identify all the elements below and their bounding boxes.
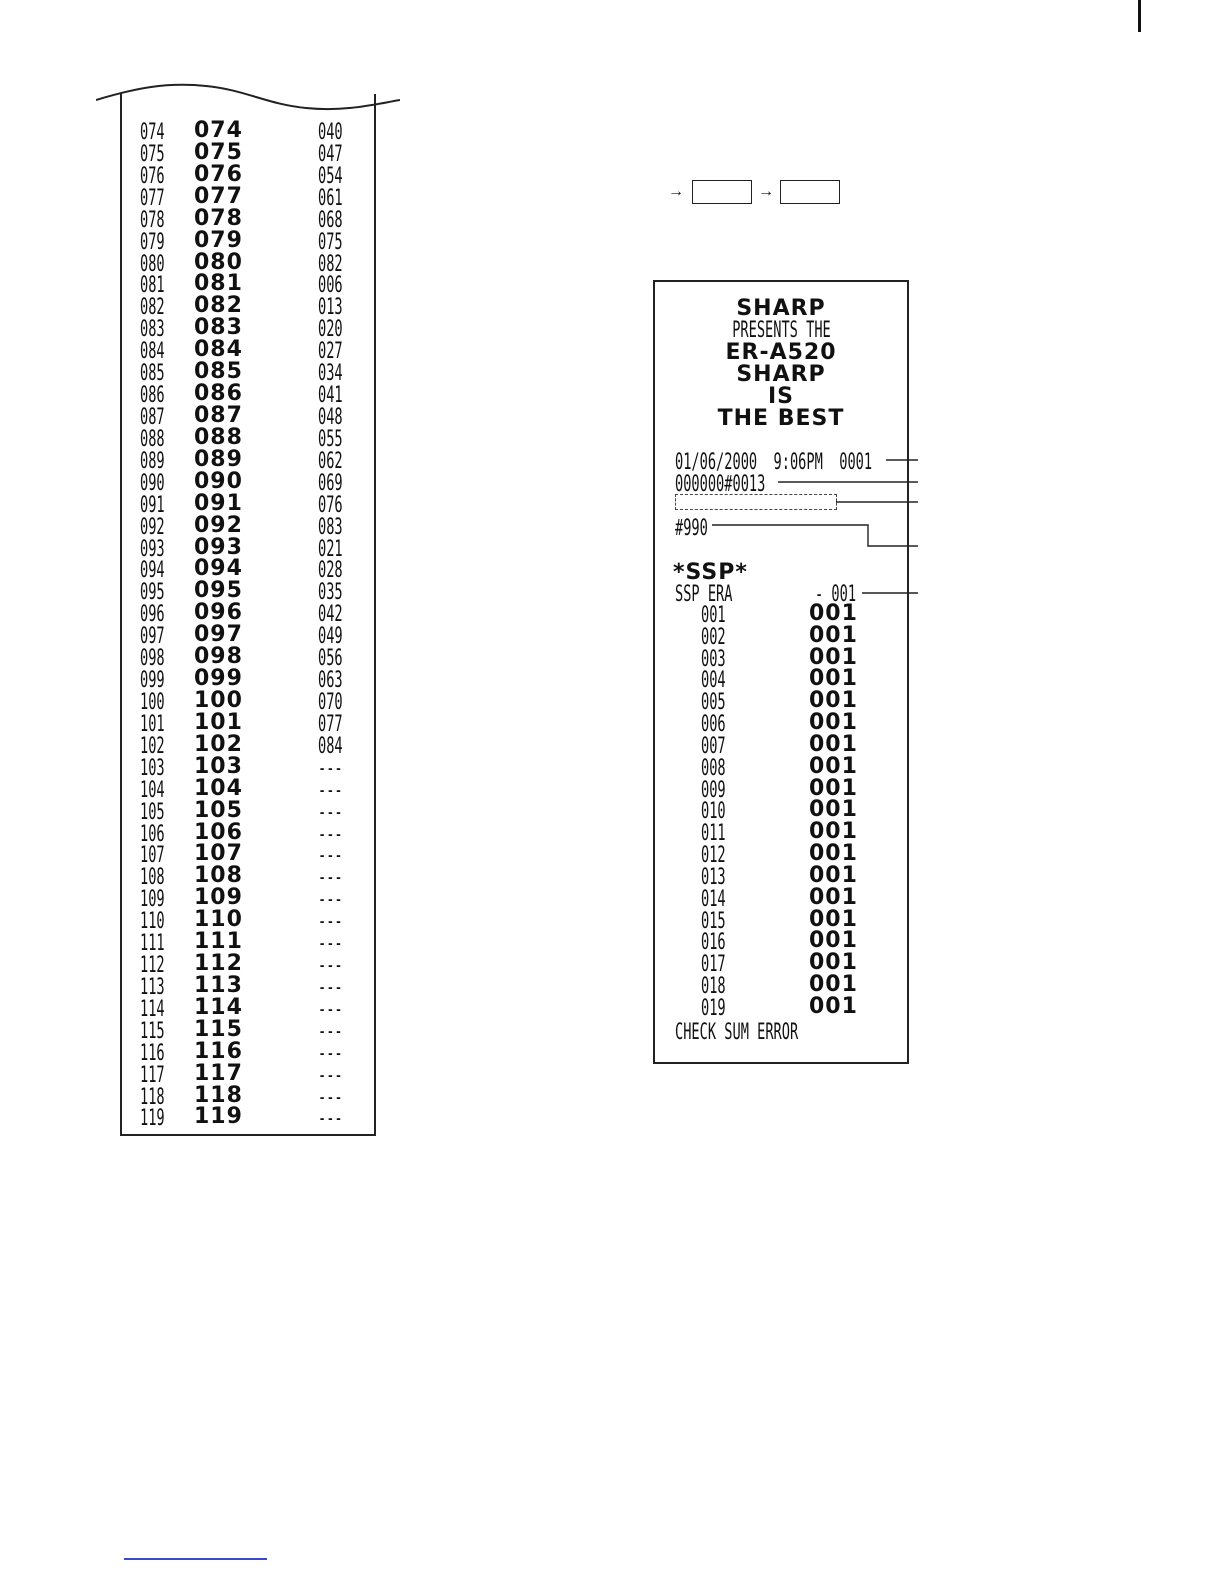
row-code: 083 — [140, 317, 165, 343]
row-code-large: 085 — [194, 359, 243, 385]
row-value: 027 — [318, 339, 343, 365]
row-code: 085 — [140, 361, 165, 387]
row-code: 088 — [140, 426, 165, 452]
row-value: --- — [318, 1040, 343, 1066]
row-code: 108 — [140, 865, 165, 891]
ssp-row-number: 004 — [701, 668, 726, 694]
row-value: --- — [318, 996, 343, 1022]
row-code: 096 — [140, 602, 165, 628]
row-code: 097 — [140, 624, 165, 650]
ssp-era-label: SSP ERA — [675, 582, 733, 607]
row-value: --- — [318, 799, 343, 825]
ssp-row-value: 001 — [809, 622, 858, 648]
row-code: 087 — [140, 404, 165, 430]
row-code: 115 — [140, 1018, 165, 1044]
ssp-era-value: - 001 — [815, 582, 857, 607]
ssp-row-value: 001 — [809, 644, 858, 670]
row-value: 075 — [318, 229, 343, 255]
row-code-large: 094 — [194, 556, 243, 582]
receipt-row — [140, 205, 370, 233]
arrow-icon: → — [668, 183, 684, 200]
row-value: --- — [318, 1106, 343, 1132]
ssp-row-value: 001 — [809, 972, 858, 998]
ssp-row-value: 001 — [809, 841, 858, 867]
row-code: 119 — [140, 1106, 165, 1132]
row-code: 081 — [140, 273, 165, 299]
ssp-row-number: 018 — [701, 974, 726, 1000]
row-code-large: 078 — [194, 205, 243, 231]
row-code: 079 — [140, 229, 165, 255]
row-value: --- — [318, 865, 343, 891]
row-code-large: 088 — [194, 424, 243, 450]
row-code: 094 — [140, 558, 165, 584]
row-code-large: 075 — [194, 139, 243, 165]
row-code-large: 079 — [194, 227, 243, 253]
row-code-large: 102 — [194, 731, 243, 757]
row-value: 047 — [318, 141, 343, 167]
ssp-row-value: 001 — [809, 731, 858, 757]
row-code-large: 093 — [194, 534, 243, 560]
ssp-row-value: 001 — [809, 950, 858, 976]
row-value: 068 — [318, 207, 343, 233]
row-value: 049 — [318, 624, 343, 650]
ssp-row-number: 005 — [701, 690, 726, 716]
datetime-line: 01/06/2000 9:06PM 0001 — [675, 450, 873, 475]
row-code: 082 — [140, 295, 165, 321]
ssp-row-number: 010 — [701, 799, 726, 825]
receipt-row — [140, 183, 370, 211]
row-code-large: 089 — [194, 446, 243, 472]
row-code-large: 074 — [194, 118, 243, 143]
receipt-row — [140, 534, 370, 562]
ssp-row-value: 001 — [809, 884, 858, 910]
ssp-rows — [701, 601, 871, 1021]
ssp-row-number: 006 — [701, 712, 726, 738]
row-code-large: 108 — [194, 863, 243, 889]
receipt-row — [140, 819, 370, 847]
row-code-large: 084 — [194, 337, 243, 363]
receipt-row — [140, 600, 370, 628]
row-value: 083 — [318, 514, 343, 540]
row-value: --- — [318, 777, 343, 803]
row-code: 077 — [140, 185, 165, 211]
row-code-large: 081 — [194, 271, 243, 297]
receipt-row — [140, 753, 370, 781]
row-code: 116 — [140, 1040, 165, 1066]
row-code: 100 — [140, 689, 165, 715]
row-code-large: 087 — [194, 402, 243, 428]
receipt-row — [140, 402, 370, 430]
row-code-large: 114 — [194, 994, 243, 1020]
row-value: 006 — [318, 273, 343, 299]
row-value: 040 — [318, 120, 343, 145]
row-code-large: 106 — [194, 819, 243, 845]
row-value: 041 — [318, 383, 343, 409]
row-value: 042 — [318, 602, 343, 628]
receipt-row — [140, 359, 370, 387]
row-value: 070 — [318, 689, 343, 715]
receipt-row — [140, 841, 370, 869]
receipt-header-line: ER-A520 — [725, 340, 837, 365]
row-code-large: 110 — [194, 907, 243, 933]
receipt-row — [140, 687, 370, 715]
receipt-row — [140, 731, 370, 759]
row-value: 084 — [318, 733, 343, 759]
receipt-row — [140, 490, 370, 518]
ssp-row-value: 001 — [809, 797, 858, 823]
row-value: --- — [318, 1062, 343, 1088]
row-value: --- — [318, 1018, 343, 1044]
row-code-large: 101 — [194, 709, 243, 735]
row-code-large: 082 — [194, 293, 243, 319]
receipt-row — [140, 468, 370, 496]
row-code-large: 099 — [194, 666, 243, 692]
ssp-row-number: 011 — [701, 821, 726, 847]
row-code: 089 — [140, 448, 165, 474]
ssp-row-number: 003 — [701, 646, 726, 672]
ssp-row-value: 001 — [809, 666, 858, 692]
receipt-row — [140, 512, 370, 540]
row-code: 107 — [140, 843, 165, 869]
row-value: --- — [318, 755, 343, 781]
row-code-large: 080 — [194, 249, 243, 275]
receipt-row — [140, 161, 370, 189]
row-value: --- — [318, 821, 343, 847]
ssp-row-number: 019 — [701, 995, 726, 1021]
row-value: --- — [318, 974, 343, 1000]
row-code: 118 — [140, 1084, 165, 1110]
section-title: *SSP* — [673, 560, 748, 585]
row-value: 028 — [318, 558, 343, 584]
receipt-header-line: PRESENTS THE — [731, 318, 831, 343]
ssp-row-value: 001 — [809, 993, 858, 1019]
ssp-row-value: 001 — [809, 819, 858, 845]
row-code: 084 — [140, 339, 165, 365]
receipt-header-line: THE BEST — [717, 406, 845, 431]
row-code: 095 — [140, 580, 165, 606]
row-value: --- — [318, 843, 343, 869]
row-code-large: 090 — [194, 468, 243, 494]
row-code-large: 113 — [194, 972, 243, 998]
row-code-large: 112 — [194, 951, 243, 977]
ssp-row-value: 001 — [809, 710, 858, 736]
row-value: 063 — [318, 668, 343, 694]
receipt-row — [140, 424, 370, 452]
row-code-large: 103 — [194, 753, 243, 779]
receipt-row — [140, 293, 370, 321]
row-code-large: 098 — [194, 644, 243, 670]
receipt-row — [140, 1038, 370, 1066]
row-code: 090 — [140, 470, 165, 496]
ssp-row-number: 016 — [701, 930, 726, 956]
receipt-row — [140, 271, 370, 299]
ssp-row-number: 017 — [701, 952, 726, 978]
row-code-large: 076 — [194, 161, 243, 187]
row-code-large: 077 — [194, 183, 243, 209]
row-code: 105 — [140, 799, 165, 825]
ssp-row-number: 013 — [701, 864, 726, 890]
row-value: --- — [318, 953, 343, 979]
machine-number-line: #990 — [675, 516, 708, 541]
row-code: 101 — [140, 711, 165, 737]
receipt-row — [140, 907, 370, 935]
receipt-row — [140, 644, 370, 672]
row-code: 092 — [140, 514, 165, 540]
row-code-large: 109 — [194, 885, 243, 911]
row-value: 082 — [318, 251, 343, 277]
receipt-row — [140, 951, 370, 979]
row-value: 055 — [318, 426, 343, 452]
receipt-row — [140, 972, 370, 1000]
receipt-row — [140, 337, 370, 365]
row-code: 102 — [140, 733, 165, 759]
receipt-row — [140, 556, 370, 584]
row-code-large: 091 — [194, 490, 243, 516]
row-code-large: 118 — [194, 1082, 243, 1108]
ssp-row-number: 007 — [701, 733, 726, 759]
receipt-row — [140, 622, 370, 650]
receipt-row — [140, 709, 370, 737]
row-code-large: 117 — [194, 1060, 243, 1086]
row-code: 091 — [140, 492, 165, 518]
row-code: 117 — [140, 1062, 165, 1088]
ssp-row-value: 001 — [809, 906, 858, 932]
arrow-icon: → — [758, 183, 774, 200]
receipt-row — [140, 139, 370, 167]
receipt-row — [140, 578, 370, 606]
row-code: 112 — [140, 953, 165, 979]
ssp-row-number: 008 — [701, 755, 726, 781]
ssp-row-value: 001 — [809, 688, 858, 714]
receipt-row — [140, 1104, 370, 1132]
row-code-large: 095 — [194, 578, 243, 604]
row-value: --- — [318, 931, 343, 957]
row-value: 048 — [318, 404, 343, 430]
row-code: 109 — [140, 887, 165, 913]
row-code-large: 105 — [194, 797, 243, 823]
receipt-row — [140, 1016, 370, 1044]
receipt-row — [140, 315, 370, 343]
receipt-row — [140, 1060, 370, 1088]
row-value: 076 — [318, 492, 343, 518]
ssp-row-number: 001 — [701, 603, 726, 628]
ssp-row-value: 001 — [809, 862, 858, 888]
receipt-header-line: SHARP — [736, 362, 826, 387]
receipt-row — [140, 381, 370, 409]
left-receipt-rows — [140, 118, 370, 1132]
ssp-row-number: 002 — [701, 624, 726, 650]
receipt-row — [140, 446, 370, 474]
receipt-row — [140, 249, 370, 277]
row-value: 054 — [318, 163, 343, 189]
row-code: 104 — [140, 777, 165, 803]
row-code-large: 111 — [194, 929, 243, 955]
row-code: 098 — [140, 646, 165, 672]
receipt-row — [140, 994, 370, 1022]
row-code-large: 107 — [194, 841, 243, 867]
ssp-row-value: 001 — [809, 753, 858, 779]
receipt-header-line: SHARP — [736, 296, 826, 321]
row-code-large: 104 — [194, 775, 243, 801]
row-value: 077 — [318, 711, 343, 737]
row-code: 078 — [140, 207, 165, 233]
row-code: 099 — [140, 668, 165, 694]
receipt-row — [140, 666, 370, 694]
row-code-large: 086 — [194, 381, 243, 407]
ssp-row-number: 012 — [701, 843, 726, 869]
key-box-1 — [692, 180, 752, 204]
row-code-large: 097 — [194, 622, 243, 648]
right-receipt — [653, 280, 909, 1064]
row-code: 110 — [140, 909, 165, 935]
row-code-large: 083 — [194, 315, 243, 341]
ssp-row-number: 014 — [701, 886, 726, 912]
ssp-row-value: 001 — [809, 775, 858, 801]
ssp-row — [701, 993, 871, 1021]
row-code: 113 — [140, 974, 165, 1000]
receipt-row — [140, 797, 370, 825]
row-code: 075 — [140, 141, 165, 167]
receipt-header-line: IS — [767, 384, 795, 409]
row-code: 103 — [140, 755, 165, 781]
receipt-row — [140, 1082, 370, 1110]
row-code: 086 — [140, 383, 165, 409]
key-box-2 — [780, 180, 840, 204]
row-value: --- — [318, 887, 343, 913]
ssp-row-value: 001 — [809, 601, 858, 626]
row-value: 035 — [318, 580, 343, 606]
row-value: --- — [318, 909, 343, 935]
row-value: 034 — [318, 361, 343, 387]
receipt-row — [140, 929, 370, 957]
row-value: 062 — [318, 448, 343, 474]
row-value: 056 — [318, 646, 343, 672]
row-code-large: 116 — [194, 1038, 243, 1064]
page-edge-line — [1138, 0, 1141, 32]
row-value: 013 — [318, 295, 343, 321]
row-code-large: 115 — [194, 1016, 243, 1042]
row-value: 020 — [318, 317, 343, 343]
check-sum-error: CHECK SUM ERROR — [675, 1020, 799, 1045]
receipt-row — [140, 775, 370, 803]
row-code-large: 096 — [194, 600, 243, 626]
dashed-placeholder-box — [675, 494, 837, 510]
row-code: 076 — [140, 163, 165, 189]
row-code: 080 — [140, 251, 165, 277]
row-code-large: 119 — [194, 1104, 243, 1130]
row-value: 021 — [318, 536, 343, 562]
row-code: 114 — [140, 996, 165, 1022]
row-code: 093 — [140, 536, 165, 562]
row-value: --- — [318, 1084, 343, 1110]
receipt-row — [140, 227, 370, 255]
receipt-row — [140, 863, 370, 891]
row-value: 061 — [318, 185, 343, 211]
ssp-row-number: 009 — [701, 777, 726, 803]
row-code-large: 092 — [194, 512, 243, 538]
ssp-row-value: 001 — [809, 928, 858, 954]
row-code: 106 — [140, 821, 165, 847]
row-code: 074 — [140, 120, 165, 145]
consecutive-number-line: 000000#0013 — [675, 472, 766, 497]
row-code: 111 — [140, 931, 165, 957]
ssp-row-number: 015 — [701, 908, 726, 934]
receipt-row — [140, 118, 370, 145]
row-value: 069 — [318, 470, 343, 496]
receipt-row — [140, 885, 370, 913]
footer-rule — [124, 1558, 267, 1560]
row-code-large: 100 — [194, 687, 243, 713]
